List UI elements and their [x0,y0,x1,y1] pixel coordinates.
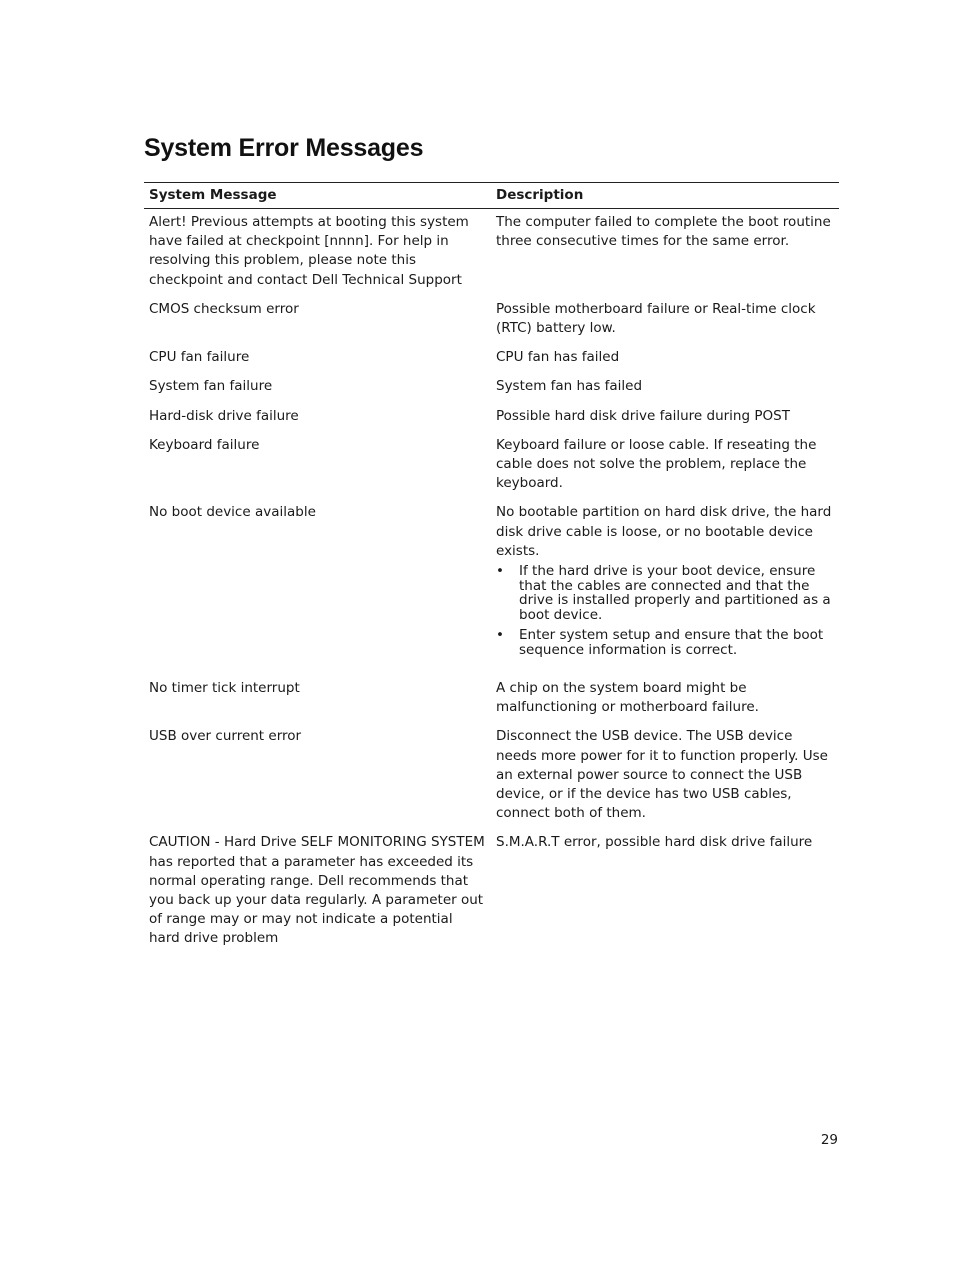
description-cell: Disconnect the USB device. The USB device needs more power for it to function properly. Use an external power source to connect the USB device, or if the device has two USB cables, connect both of them. [496,728,828,822]
column-header-description: Description [491,183,839,209]
table-row [144,500,839,676]
description-cell: System fan has failed [496,378,643,395]
page-title: System Error Messages [144,134,424,162]
description-cell: CPU fan has failed [496,349,620,366]
error-messages-table [144,182,839,956]
system-message-cell: Keyboard failure [149,436,260,453]
description-cell: A chip on the system board might be malfunctioning or motherboard failure. [496,680,759,716]
table-header-row [144,183,839,209]
system-message-cell: CPU fan failure [149,349,250,366]
table-row [144,404,839,433]
description-text: No bootable partition on hard disk drive, the hard disk drive cable is loose, or no bootable device exists. [496,504,832,559]
bullet-list [496,564,834,657]
system-message-cell: CMOS checksum error [149,300,299,317]
system-message-cell: CAUTION - Hard Drive SELF MONITORING SYSTEM has reported that a parameter has exceeded its normal operating range. Dell recommends that you back up your data regularly. A parameter out of range may or may not indicate a potential hard drive problem [149,834,485,947]
bullet-item: • If the hard drive is your boot device, ensure that the cables are connected and that the drive is installed properly and partitioned as a boot device. [496,564,834,622]
table-row [144,209,839,297]
description-cell: S.M.A.R.T error, possible hard disk drive failure [496,834,813,851]
system-message-cell: No boot device available [149,504,316,521]
system-message-cell: Hard-disk drive failure [149,407,299,424]
table-row [144,830,839,955]
system-message-cell: No timer tick interrupt [149,680,300,697]
system-message-cell: Alert! Previous attempts at booting this system have failed at checkpoint [nnnn]. For help in resolving this problem, please note this checkpoint and contact Dell Technical Support [149,214,469,288]
system-message-cell: System fan failure [149,378,273,395]
system-message-cell: USB over current error [149,728,302,745]
table-row [144,345,839,374]
table-row [144,297,839,345]
table-row [144,433,839,501]
description-cell: Possible motherboard failure or Real-time clock (RTC) battery low. [496,300,816,337]
table-row [144,374,839,403]
column-header-system-message: System Message [144,183,491,209]
page-number: 29 [820,1132,838,1148]
description-cell: The computer failed to complete the boot routine three consecutive times for the same error. [496,214,831,250]
table-row [144,676,839,724]
description-cell: Possible hard disk drive failure during POST [496,407,790,424]
bullet-item: • Enter system setup and ensure that the boot sequence information is correct. [496,628,834,657]
table-row [144,724,839,830]
description-cell [491,500,839,676]
description-cell: Keyboard failure or loose cable. If reseating the cable does not solve the problem, replace the keyboard. [496,436,817,492]
